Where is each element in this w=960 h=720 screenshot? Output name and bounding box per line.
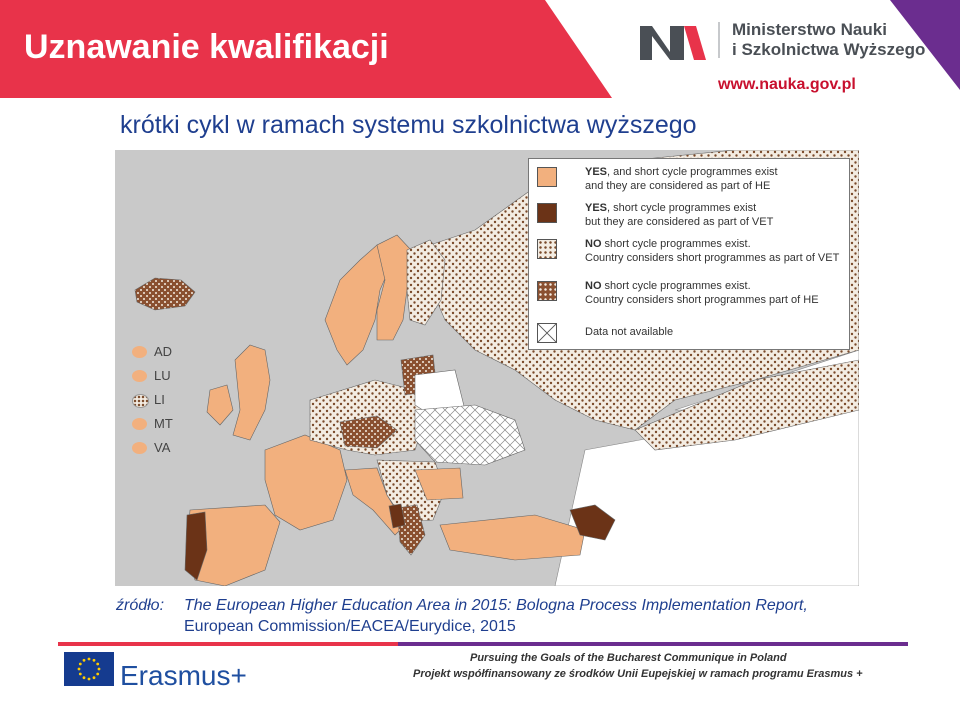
- footer-divider: [58, 642, 908, 646]
- swatch-dotted-light-icon: [537, 239, 557, 259]
- small-country-item: VA: [132, 439, 202, 459]
- swatch-he-icon: [537, 167, 557, 187]
- erasmus-logo-text: Erasmus+: [120, 660, 247, 691]
- small-country-item: LU: [132, 367, 202, 387]
- website-link[interactable]: www.nauka.gov.pl: [718, 76, 856, 93]
- small-country-item: MT: [132, 415, 202, 435]
- dot-he-icon: [132, 442, 147, 454]
- swatch-vet-icon: [537, 203, 557, 223]
- source-label: źródło:: [116, 597, 165, 614]
- small-country-item: AD: [132, 343, 202, 363]
- map-legend: YES, and short cycle programmes exist and they are considered as part of HE YES, short cycle programmes exist but they are considered as part of VET NO short cycle programmes exist. Country considers short programmes as part of VET NO short cycle programmes exist. Country considers short programmes part of HE Data not available: [528, 158, 850, 350]
- dot-he-icon: [132, 346, 147, 358]
- footer-text-line2: Projekt współfinansowany ze środków Unii Eupejskiej w ramach programu Erasmus +: [413, 668, 863, 680]
- ministry-name-line1: Ministerstwo Nauki: [732, 20, 887, 39]
- ministry-logo-icon: [640, 18, 706, 60]
- swatch-dotted-dark-icon: [537, 281, 557, 301]
- slide-subtitle: krótki cykl w ramach systemu szkolnictwa wyższego: [120, 111, 697, 139]
- logo-separator: [718, 22, 720, 58]
- source-citation-line2: European Commission/EACEA/Eurydice, 2015: [184, 618, 516, 635]
- page-title: Uznawanie kwalifikacji: [24, 28, 389, 66]
- source-citation-line1: The European Higher Education Area in 2015: Bologna Process Implementation Report,: [184, 597, 808, 614]
- dot-he-icon: [132, 418, 147, 430]
- small-country-item: LI: [132, 391, 202, 411]
- corner-decoration: [890, 0, 960, 90]
- dot-he-icon: [132, 370, 147, 382]
- dot-dotted-icon: [132, 394, 149, 408]
- swatch-no-data-icon: [537, 323, 557, 343]
- ministry-name-line2: i Szkolnictwa Wyższego: [732, 40, 926, 59]
- footer-text-line1: Pursuing the Goals of the Bucharest Communique in Poland: [470, 652, 787, 664]
- eu-flag-icon: [64, 652, 114, 686]
